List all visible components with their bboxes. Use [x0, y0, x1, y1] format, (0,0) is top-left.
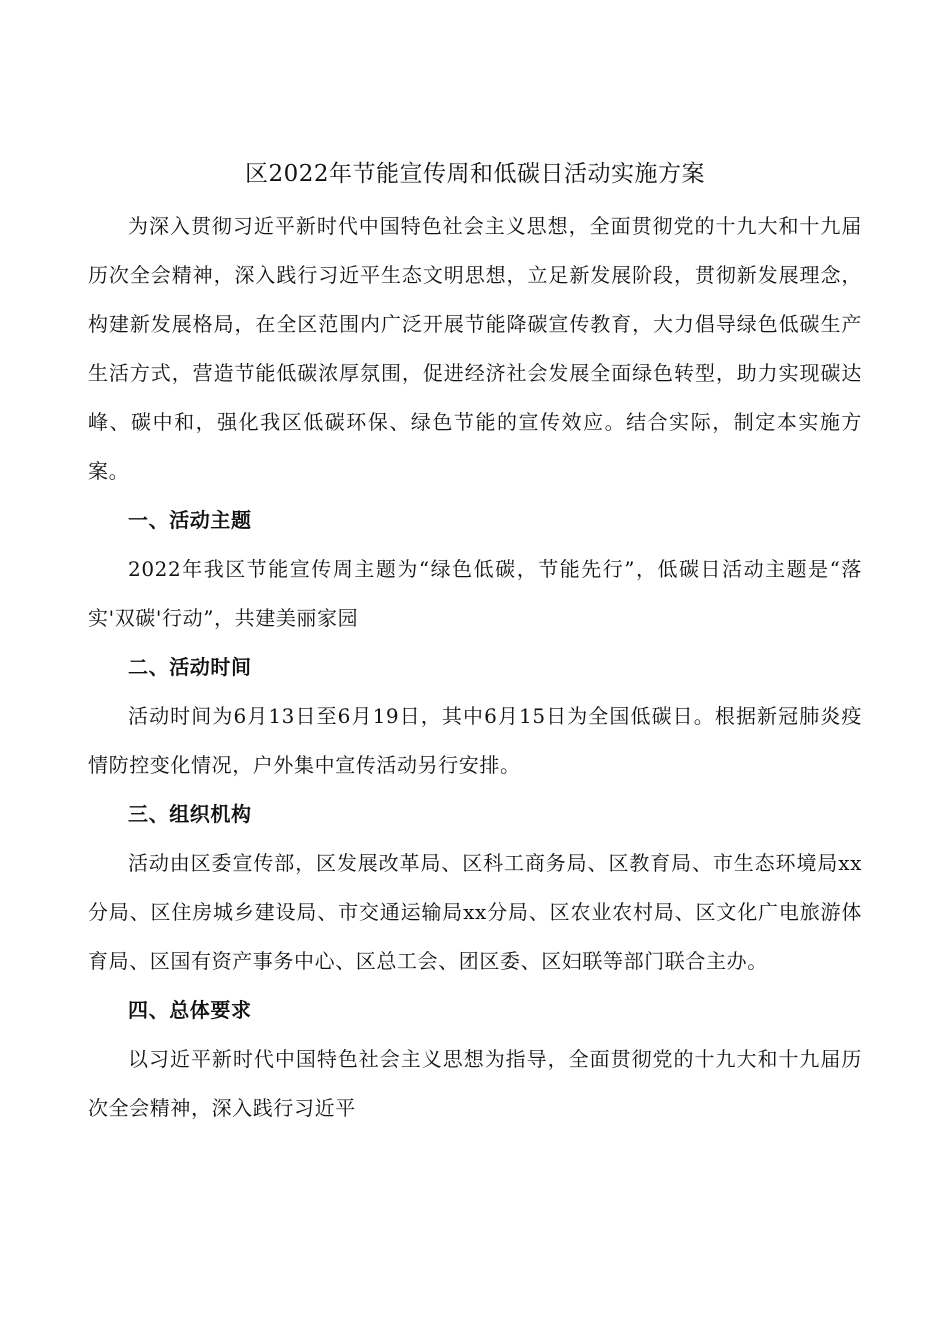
- intro-paragraph: 为深入贯彻习近平新时代中国特色社会主义思想，全面贯彻党的十九大和十九届历次全会精神，深入践行习近平生态文明思想，立足新发展阶段，贯彻新发展理念，构建新发展格局，在全区范围内广泛开展节能降碳宣传教育，大力倡导绿色低碳生产生活方式，营造节能低碳浓厚氛围，促进经济社会发展全面绿色转型，助力实现碳达峰、碳中和，强化我区低碳环保、绿色节能的宣传效应。结合实际，制定本实施方案。: [88, 214, 862, 483]
- section-heading-time: 二、活动时间: [128, 655, 252, 679]
- section-heading-organization: 三、组织机构: [128, 802, 252, 826]
- document-title: 区2022年节能宣传周和低碳日活动实施方案: [244, 161, 706, 187]
- section-body-time: 活动时间为6月13日至6月19日，其中6月15日为全国低碳日。根据新冠肺炎疫情防控变化情况，户外集中宣传活动另行安排。: [88, 704, 862, 777]
- section-body-organization: 活动由区委宣传部，区发展改革局、区科工商务局、区教育局、市生态环境局xx分局、区住房城乡建设局、市交通运输局xx分局、区农业农村局、区文化广电旅游体育局、区国有资产事务中心、区总工会、团区委、区妇联等部门联合主办。: [88, 851, 862, 973]
- section-heading-theme: 一、活动主题: [128, 508, 252, 532]
- section-body-theme: 2022年我区节能宣传周主题为“绿色低碳，节能先行”，低碳日活动主题是“落实'双碳'行动”，共建美丽家园: [88, 557, 862, 630]
- section-body-requirements: 以习近平新时代中国特色社会主义思想为指导，全面贯彻党的十九大和十九届历次全会精神，深入践行习近平: [88, 1047, 862, 1120]
- document-content: [88, 152, 862, 1133]
- section-heading-requirements: 四、总体要求: [128, 998, 252, 1022]
